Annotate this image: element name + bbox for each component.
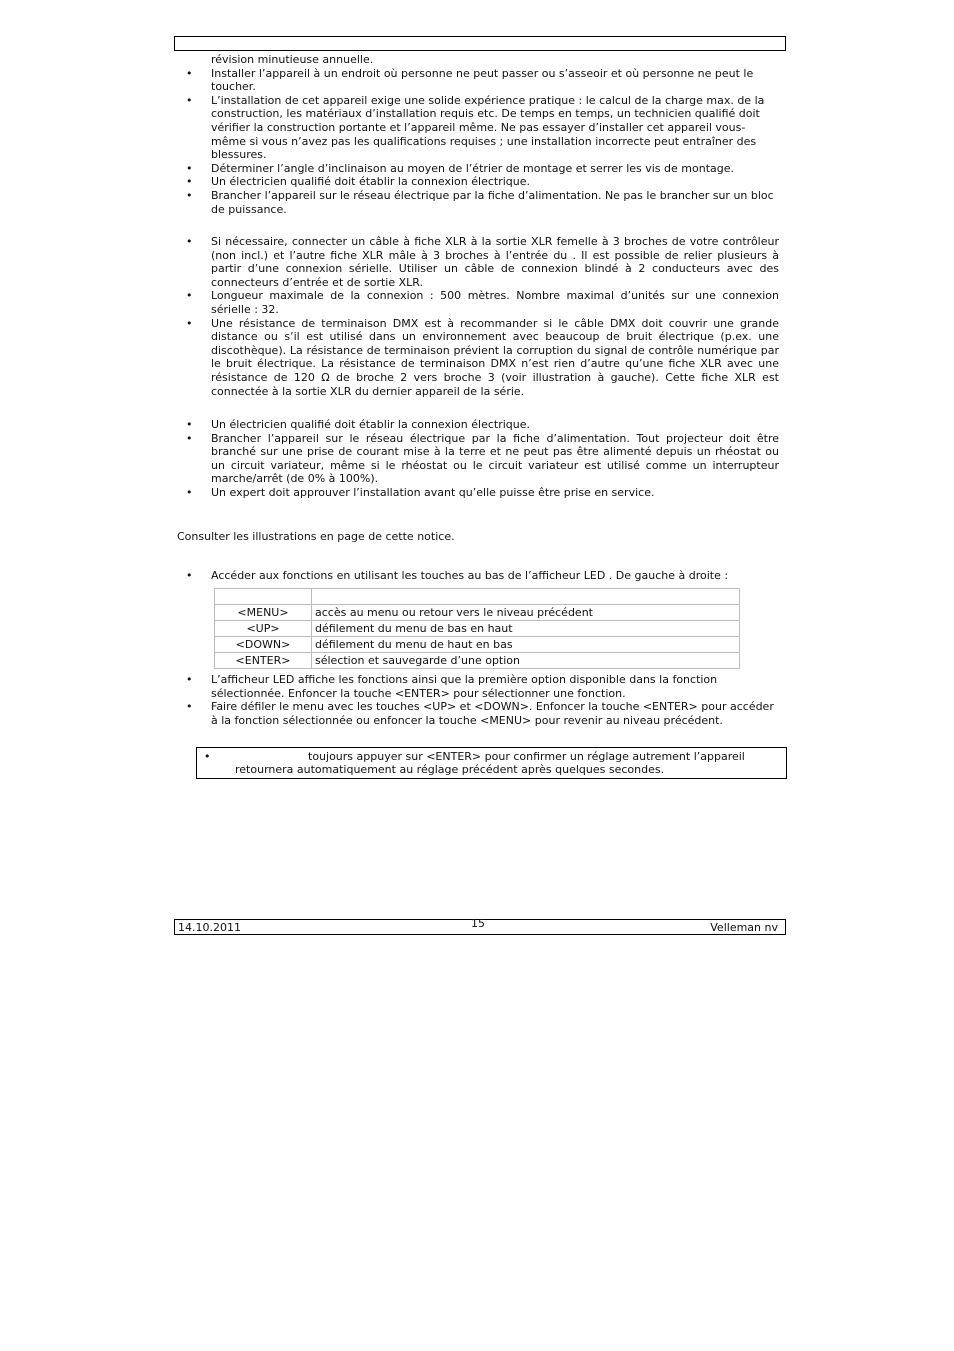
list-item: • Un électricien qualifié doit établir la connexion électrique. (177, 418, 779, 432)
list-item: • Brancher l’appareil sur le réseau électrique par la fiche d’alimentation. Ne pas le brancher sur un bloc de puissance. (177, 189, 779, 216)
operation-intro-list (177, 569, 779, 583)
note-line-1: toujours appuyer sur <ENTER> pour confirmer un réglage autrement l’appareil (308, 750, 745, 763)
list-item: • Si nécessaire, connecter un câble à fiche XLR à la sortie XLR femelle à 3 broches de votre contrôleur (non incl.) et l’autre fiche XLR mâle à 3 broches à l’entrée du . Il est possible de relier plusieurs à partir d’une connexion sérielle. Utiliser un câble de connexion blindé à 2 conducteurs avec des connecteurs d’entrée et de sortie XLR. (177, 235, 779, 289)
installation-list (177, 67, 779, 217)
table-header-row (215, 589, 740, 605)
table-row (215, 621, 740, 637)
bullet-icon: • (204, 750, 211, 763)
note-line-2: retournera automatiquement au réglage précédent après quelques secondes. (235, 763, 665, 776)
desc-cell: défilement du menu de bas en haut (312, 621, 740, 637)
illustrations-note: Consulter les illustrations en page de cette notice. (177, 530, 455, 543)
key-cell: <ENTER> (215, 653, 312, 669)
list-item: • Un électricien qualifié doit établir la connexion électrique. (177, 175, 779, 189)
power-section (177, 418, 779, 500)
operation-section (177, 673, 779, 727)
installation-section (177, 53, 779, 216)
desc-cell: accès au menu ou retour vers le niveau précédent (312, 605, 740, 621)
continued-text: révision minutieuse annuelle. (211, 53, 374, 66)
list-item: • Brancher l’appareil sur le réseau électrique par la fiche d’alimentation. Tout projecteur doit être branché sur une prise de courant mise à la terre et ne peut pas être alimenté depuis un rhéostat ou un circuit variateur, même si le rhéostat ou le circuit variateur est utilisé comme un interrupteur marche/arrêt (de 0% à 100%). (177, 432, 779, 486)
list-item: • Accéder aux fonctions en utilisant les touches au bas de l’afficheur LED . De gauche à droite : (177, 569, 779, 583)
list-item: • L’afficheur LED affiche les fonctions ainsi que la première option disponible dans la fonction sélectionnée. Enfoncer la touche <ENTER> pour sélectionner une fonction. (177, 673, 779, 700)
list-item: • Déterminer l’angle d’inclinaison au moyen de l’étrier de montage et serrer les vis de montage. (177, 162, 779, 176)
list-item: • Installer l’appareil à un endroit où personne ne peut passer ou s’asseoir et où personne ne peut le toucher. (177, 67, 779, 94)
page-number: 15 (471, 917, 485, 930)
power-list (177, 418, 779, 500)
dmx-section (177, 235, 779, 398)
list-item: • Une résistance de terminaison DMX est à recommander si le câble DMX doit couvrir une grande distance ou s’il est utilisé dans un environnement avec beaucoup de bruit électrique (p.ex. une discothèque). La résistance de terminaison prévient la corruption du signal de contrôle numérique par le bruit électrique. La résistance de terminaison DMX n’est rien d’autre qu’une fiche XLR avec une résistance de 120 Ω de broche 2 vers broche 3 (voir illustration à gauche). Cette fiche XLR est connectée à la sortie XLR du dernier appareil de la série. (177, 317, 779, 399)
key-cell: <UP> (215, 621, 312, 637)
footer-date: 14.10.2011 (178, 921, 241, 934)
operation-intro-section (177, 569, 779, 583)
page-footer (174, 919, 786, 935)
list-item: • Un expert doit approuver l’installation avant qu’elle puisse être prise en service. (177, 486, 779, 500)
keys-table (214, 588, 740, 669)
table-row (215, 637, 740, 653)
list-item: • L’installation de cet appareil exige une solide expérience pratique : le calcul de la charge max. de la construction, les matériaux d’installation requis etc. De temps en temps, un technicien qualifié doit vérifier la construction portante et l’appareil même. Ne pas essayer d’installer cet appareil vous-même si vous n’avez pas les qualifications requises ; une installation incorrecte peut entraîner des blessures. (177, 94, 779, 162)
dmx-list (177, 235, 779, 398)
desc-cell: défilement du menu de haut en bas (312, 637, 740, 653)
list-item: • Faire défiler le menu avec les touches <UP> et <DOWN>. Enfoncer la touche <ENTER> pour accéder à la fonction sélectionnée ou enfoncer la touche <MENU> pour revenir au niveau précédent. (177, 700, 779, 727)
list-item: • Longueur maximale de la connexion : 500 mètres. Nombre maximal d’unités sur une connexion sérielle : 32. (177, 289, 779, 316)
table-row (215, 605, 740, 621)
table-row (215, 653, 740, 669)
key-cell: <MENU> (215, 605, 312, 621)
key-cell: <DOWN> (215, 637, 312, 653)
desc-cell: sélection et sauvegarde d’une option (312, 653, 740, 669)
operation-list (177, 673, 779, 727)
footer-company: Velleman nv (710, 921, 778, 934)
page-header-box (174, 36, 786, 51)
note-box (196, 747, 787, 779)
